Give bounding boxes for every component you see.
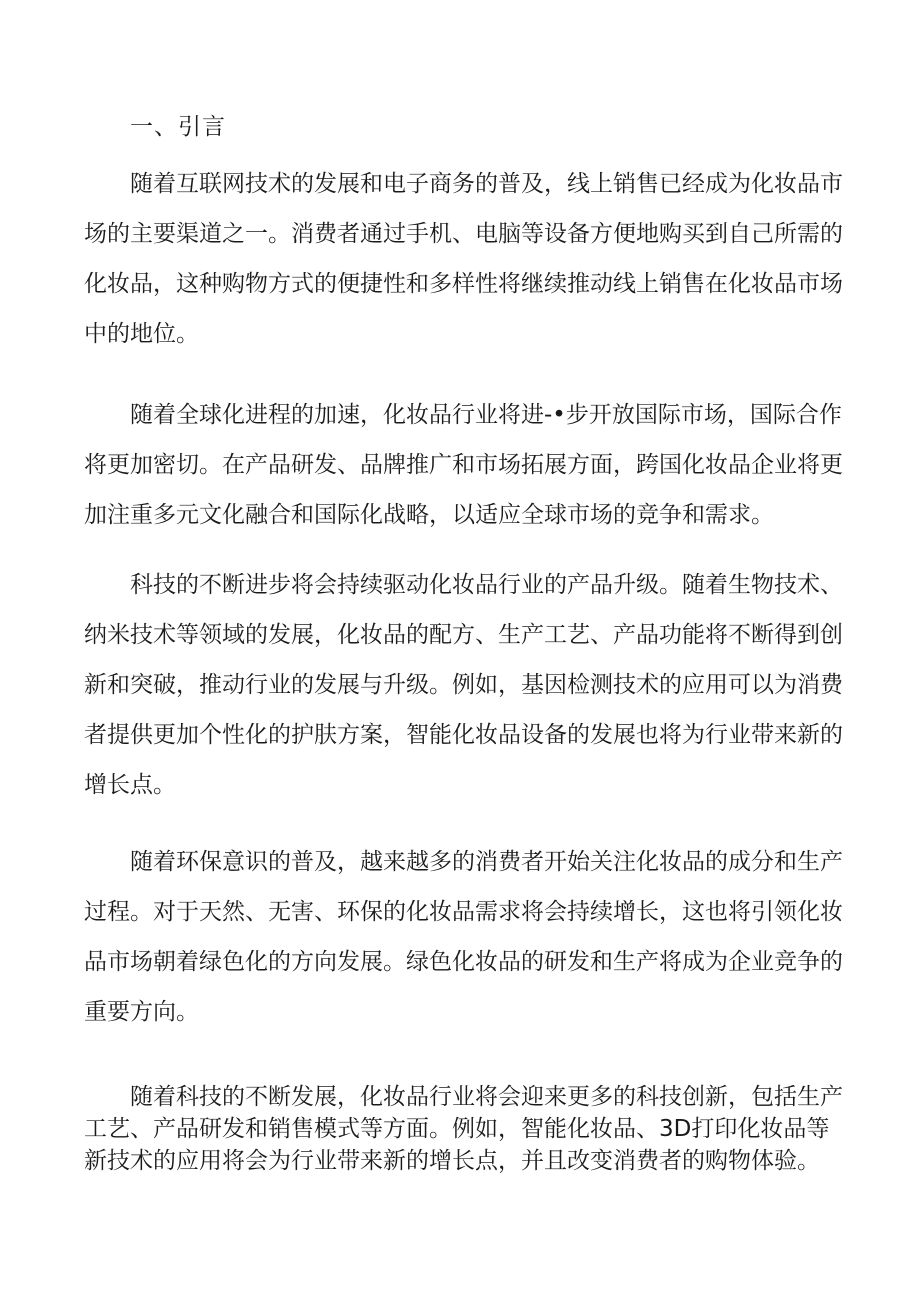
paragraph-line: 新和突破，推动行业的发展与升级。例如，基因检测技术的应用可以为消费	[84, 672, 843, 698]
paragraph-line: 随着环保意识的普及，越来越多的消费者开始关注化妆品的成分和生产	[130, 849, 843, 875]
paragraph-globalization	[84, 390, 844, 540]
paragraph-online-sales	[84, 159, 844, 359]
paragraph-line: 加注重多元文化融合和国际化战略，以适应全球市场的竞争和需求。	[84, 502, 774, 528]
paragraph-line: 将更加密切。在产品研发、品牌推广和市场拓展方面，跨国化妆品企业将更	[84, 452, 843, 478]
paragraph-environmental	[84, 837, 844, 1037]
paragraph-line: 场的主要渠道之一。消费者通过手机、电脑等设备方便地购买到自己所需的	[84, 221, 843, 247]
paragraph-line: 化妆品，这种购物方式的便捷性和多样性将继续推动线上销售在化妆品市场	[84, 271, 843, 297]
paragraph-line: 新技术的应用将会为行业带来新的增长点，并且改变消费者的购物体验。	[84, 1148, 820, 1174]
paragraph-line: 随着全球化进程的加速，化妆品行业将进-•步开放国际市场，国际合作	[130, 402, 842, 428]
paragraph-line: 中的地位。	[84, 321, 199, 347]
paragraph-line: 过程。对于天然、无害、环保的化妆品需求将会持续增长，这也将引领化妆	[84, 899, 843, 925]
section-heading: 一、引言	[130, 114, 226, 140]
paragraph-line: 品市场朝着绿色化的方向发展。绿色化妆品的研发和生产将成为企业竞争的	[84, 949, 843, 975]
paragraph-line: 者提供更加个性化的护肤方案，智能化妆品设备的发展也将为行业带来新的	[84, 722, 843, 748]
paragraph-line: 随着科技的不断发展，化妆品行业将会迎来更多的科技创新，包括生产	[130, 1084, 843, 1110]
paragraph-line: 重要方向。	[84, 999, 199, 1025]
paragraph-line: 科技的不断进步将会持续驱动化妆品行业的产品升级。随着生物技术、	[130, 572, 843, 598]
paragraph-line: 纳米技术等领域的发展，化妆品的配方、生产工艺、产品功能将不断得到创	[84, 622, 843, 648]
paragraph-technology-upgrade	[84, 560, 844, 810]
paragraph-innovation	[84, 1081, 844, 1177]
paragraph-line: 工艺、产品研发和销售模式等方面。例如，智能化妆品、3D打印化妆品等	[84, 1116, 830, 1142]
paragraph-line: 增长点。	[84, 772, 176, 798]
paragraph-line: 随着互联网技术的发展和电子商务的普及，线上销售已经成为化妆品市	[130, 171, 843, 197]
